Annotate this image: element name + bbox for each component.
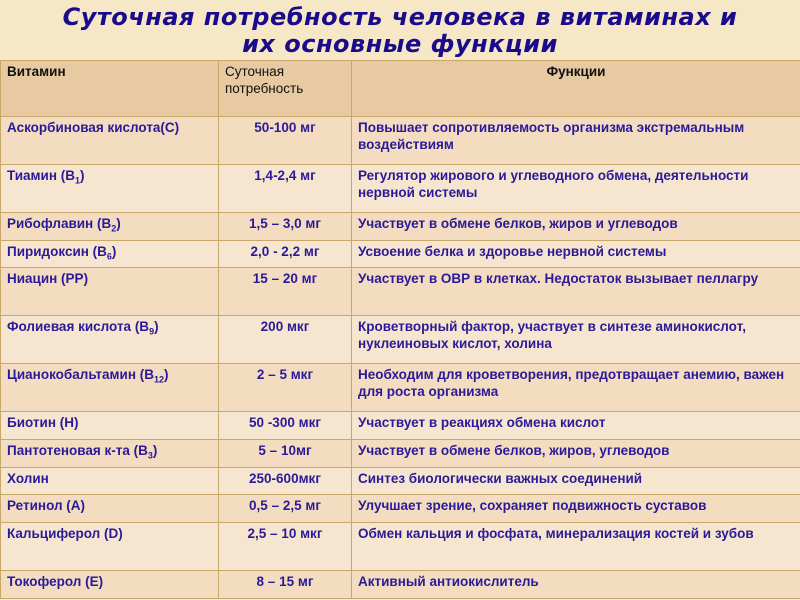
- daily-dose: 15 – 20 мг: [219, 268, 352, 316]
- vitamin-function: Участвует в реакциях обмена кислот: [352, 412, 800, 440]
- vitamin-function: Участвует в обмене белков, жиров, углеводов: [352, 440, 800, 468]
- vitamin-name-cell: [1, 467, 219, 495]
- vitamin-name: Ретинол (А): [7, 498, 86, 514]
- table-row: [1, 240, 800, 268]
- daily-dose: 50 -300 мкг: [219, 412, 352, 440]
- vitamin-name-suffix: ): [154, 319, 159, 335]
- table-body: [1, 117, 800, 599]
- daily-dose: 1,5 – 3,0 мг: [219, 213, 352, 241]
- vitamin-function: Улучшает зрение, сохраняет подвижность суставов: [352, 495, 800, 523]
- vitamin-name: Аскорбиновая кислота(С): [7, 120, 180, 135]
- vitamin-name-suffix: ): [152, 443, 158, 459]
- vitamin-name: Пантотеновая к-та (В: [7, 443, 148, 459]
- table-row: [1, 440, 800, 468]
- vitamin-name: Пиридоксин (В: [7, 243, 107, 259]
- title-line-2: их основные функции: [242, 30, 558, 58]
- vitamin-name: Токоферол (Е): [7, 574, 104, 590]
- vitamin-function: Кроветворный фактор, участвует в синтезе аминокислот, нуклеиновых кислот, холина: [352, 316, 800, 364]
- vitamin-name-suffix: ): [164, 367, 169, 383]
- vitamin-name: Ниацин (РР): [7, 271, 89, 287]
- header-daily-need-line-1: Суточная: [225, 64, 285, 79]
- vitamin-name-cell: [1, 571, 219, 599]
- vitamin-name-suffix: ): [111, 243, 117, 259]
- table-row: [1, 117, 800, 165]
- header-vitamin: Витамин: [1, 61, 219, 117]
- vitamin-name: Рибофлавин (В: [7, 216, 112, 231]
- table-row: [1, 316, 800, 364]
- daily-dose: 200 мкг: [219, 316, 352, 364]
- vitamin-function: Усвоение белка и здоровье нервной системы: [352, 240, 800, 268]
- vitamin-name-cell: [1, 213, 219, 241]
- table-row: [1, 165, 800, 213]
- page-title: [0, 4, 800, 58]
- vitamin-function: Повышает сопротивляемость организма экстремальным воздействиям: [352, 117, 800, 165]
- vitamin-subscript: 2: [111, 223, 117, 234]
- vitamin-name-cell: [1, 412, 219, 440]
- vitamin-function: Активный антиокислитель: [352, 571, 800, 599]
- daily-dose: 2,0 - 2,2 мг: [219, 240, 352, 268]
- daily-dose: 250-600мкг: [219, 467, 352, 495]
- daily-dose: 5 – 10мг: [219, 440, 352, 468]
- vitamin-name: Биотин (Н): [7, 415, 79, 431]
- vitamin-name: Кальциферол (D): [7, 526, 123, 542]
- vitamin-name: Фолиевая кислота (В: [7, 319, 150, 335]
- vitamin-function: Синтез биологически важных соединений: [352, 467, 800, 495]
- vitamin-name-cell: [1, 268, 219, 316]
- daily-dose: 2 – 5 мкг: [219, 364, 352, 412]
- header-functions: Функции: [352, 61, 800, 117]
- table-row: [1, 467, 800, 495]
- vitamin-function: Участвует в обмене белков, жиров и углеводов: [352, 213, 800, 241]
- daily-dose: 8 – 15 мг: [219, 571, 352, 599]
- vitamin-subscript: 6: [106, 251, 112, 262]
- vitamin-name-cell: [1, 316, 219, 364]
- vitamin-name-cell: [1, 165, 219, 213]
- vitamin-name-cell: [1, 440, 219, 468]
- vitamin-name-cell: [1, 240, 219, 268]
- table-row: [1, 268, 800, 316]
- daily-dose: 0,5 – 2,5 мг: [219, 495, 352, 523]
- daily-dose: 50-100 мг: [219, 117, 352, 165]
- vitamin-name-cell: [1, 364, 219, 412]
- vitamin-name: Тиамин (В: [7, 168, 75, 183]
- daily-dose: 1,4-2,4 мг: [219, 165, 352, 213]
- vitamin-name-cell: [1, 495, 219, 523]
- vitamin-name-suffix: ): [116, 216, 121, 231]
- vitamin-subscript: 12: [153, 375, 164, 386]
- vitamin-name-suffix: ): [80, 168, 85, 183]
- table-row: [1, 364, 800, 412]
- table-row: [1, 571, 800, 599]
- vitamin-function: Участвует в ОВР в клетках. Недостаток вызывает пеллагру: [352, 268, 800, 316]
- vitamin-name-cell: [1, 117, 219, 165]
- vitamin-function: Необходим для кроветворения, предотвращает анемию, важен для роста организма: [352, 364, 800, 412]
- vitamin-subscript: 9: [149, 327, 155, 338]
- vitamin-function: Регулятор жирового и углеводного обмена, деятельности нервной системы: [352, 165, 800, 213]
- vitamin-subscript: 3: [147, 450, 153, 461]
- header-daily-need-line-2: потребность: [225, 81, 304, 96]
- vitamin-name: Цианокобальтамин (В: [7, 367, 154, 383]
- vitamin-subscript: 1: [74, 175, 80, 186]
- vitamin-name-cell: [1, 523, 219, 571]
- header-daily-need: [219, 61, 352, 117]
- vitamin-function: Обмен кальция и фосфата, минерализация костей и зубов: [352, 523, 800, 571]
- table-row: [1, 495, 800, 523]
- table-row: [1, 412, 800, 440]
- vitamins-table: [0, 60, 800, 599]
- table-header-row: [1, 61, 800, 117]
- title-line-1: Суточная потребность человека в витаминах и: [62, 3, 738, 31]
- daily-dose: 2,5 – 10 мкг: [219, 523, 352, 571]
- table-row: [1, 213, 800, 241]
- table-row: [1, 523, 800, 571]
- vitamin-name: Холин: [7, 470, 49, 486]
